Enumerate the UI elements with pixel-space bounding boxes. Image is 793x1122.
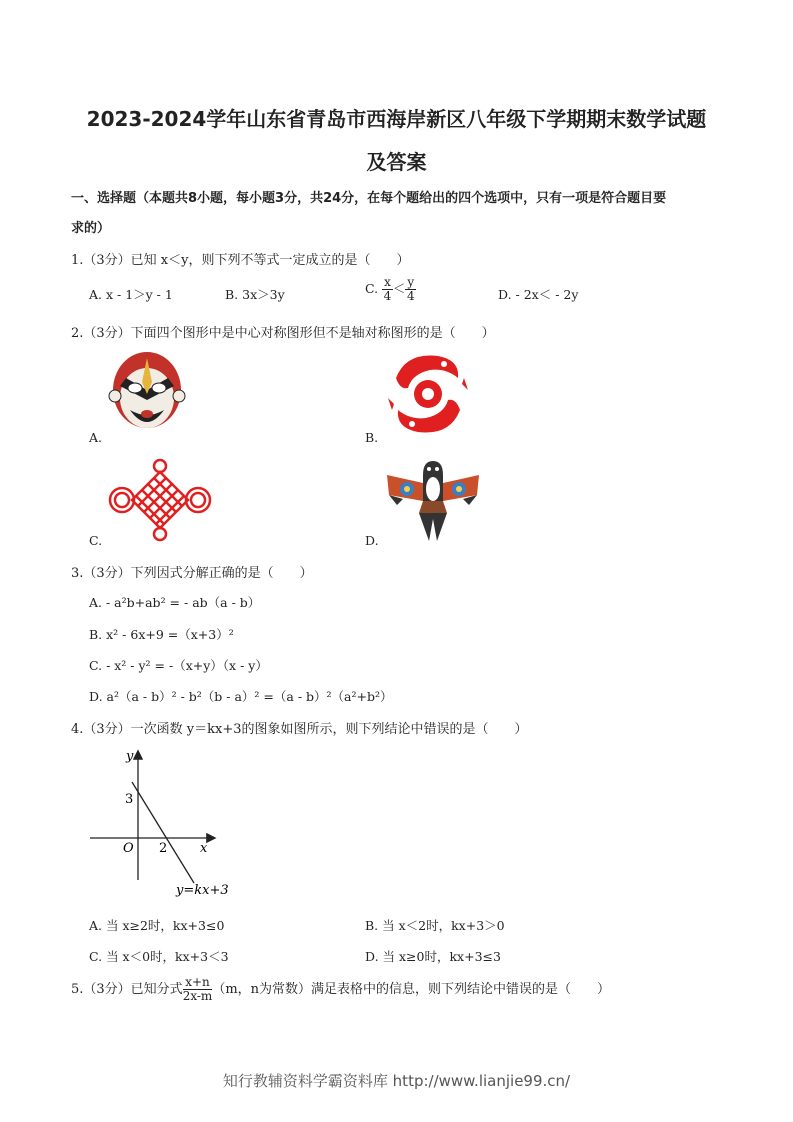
question-1-option-d: D. - 2x＜ - 2y	[498, 287, 579, 302]
question-2-stem: 2.（3分）下面四个图形中是中心对称图形但不是轴对称图形的是（ ）	[71, 326, 495, 341]
question-4-option-d: D. 当 x≥0时，kx+3≤3	[365, 949, 501, 964]
x-axis-label: x	[200, 841, 208, 856]
y-axis-label: y	[126, 749, 134, 764]
question-3-option-c: C. - x² - y² = -（x+y）（x - y）	[89, 658, 268, 673]
question-1-option-c	[365, 276, 416, 303]
fraction-numerator: x	[384, 275, 391, 289]
linear-function-graph	[88, 748, 248, 898]
question-4-stem: 4.（3分）一次函数 y＝kx+3的图象如图所示，则下列结论中错误的是（ ）	[71, 722, 528, 737]
question-4-option-b: B. 当 x＜2时，kx+3＞0	[365, 918, 505, 933]
question-3-stem: 3.（3分）下列因式分解正确的是（ ）	[71, 566, 313, 581]
fraction-denominator: 4	[406, 289, 415, 303]
option-c-prefix: C.	[365, 281, 379, 296]
fraction	[183, 976, 213, 1003]
figure-b-label: B.	[365, 430, 379, 445]
fraction-right	[405, 276, 416, 303]
figure-a-label: A.	[89, 430, 103, 445]
page-title: 2023-2024学年山东省青岛市西海岸新区八年级下学期期末数学试题	[86, 107, 707, 131]
section-heading: 一、选择题（本题共8小题，每小题3分，共24分，在每个题给出的四个选项中，只有一项是符合题目要	[71, 191, 667, 206]
question-1-option-b: B. 3x＞3y	[225, 287, 285, 302]
function-line	[132, 782, 194, 883]
line-equation-label: y=kx+3	[176, 883, 229, 898]
question-3-option-d: D. a²（a - b）² - b²（b - a）² =（a - b）²（a²+b²）	[89, 689, 393, 704]
footer-watermark: 知行教辅资料学霸资料库 http://www.lianjie99.cn/	[222, 1072, 571, 1090]
paper-cut-fish-image	[386, 348, 470, 440]
figure-c-label: C.	[89, 533, 103, 548]
question-3-option-a: A. - a²b+ab² = - ab（a - b）	[89, 595, 261, 610]
swallow-kite-image	[385, 455, 481, 543]
chinese-knot-image	[108, 458, 212, 542]
y-intercept-label: 3	[125, 792, 134, 807]
relation-sign: ＜	[392, 281, 406, 296]
question-3-option-b: B. x² - 6x+9 =（x+3）²	[89, 627, 234, 642]
fraction-denominator: 2x-m	[182, 989, 213, 1003]
question-5-suffix: （m，n为常数）满足表格中的信息，则下列结论中错误的是（ ）	[212, 982, 611, 997]
fraction-denominator: 4	[383, 289, 392, 303]
figure-d-label: D.	[365, 533, 379, 548]
question-4-option-c: C. 当 x＜0时，kx+3＜3	[89, 949, 229, 964]
fraction-numerator: y	[407, 275, 415, 289]
question-1-stem: 1.（3分）已知 x＜y，则下列不等式一定成立的是（ ）	[71, 253, 410, 268]
origin-label: O	[123, 841, 134, 856]
x-intercept-label: 2	[159, 841, 168, 856]
section-heading-continued: 求的）	[71, 221, 111, 236]
question-1-option-a: A. x - 1＞y - 1	[89, 287, 173, 302]
opera-mask-image	[108, 348, 186, 438]
fraction-numerator: x+n	[185, 975, 210, 989]
question-4-option-a: A. 当 x≥2时，kx+3≤0	[89, 918, 225, 933]
question-5-prefix: 5.（3分）已知分式	[71, 982, 183, 997]
page-title-continued: 及答案	[366, 150, 427, 174]
question-5-stem	[71, 976, 610, 1003]
fraction-left	[382, 276, 393, 303]
